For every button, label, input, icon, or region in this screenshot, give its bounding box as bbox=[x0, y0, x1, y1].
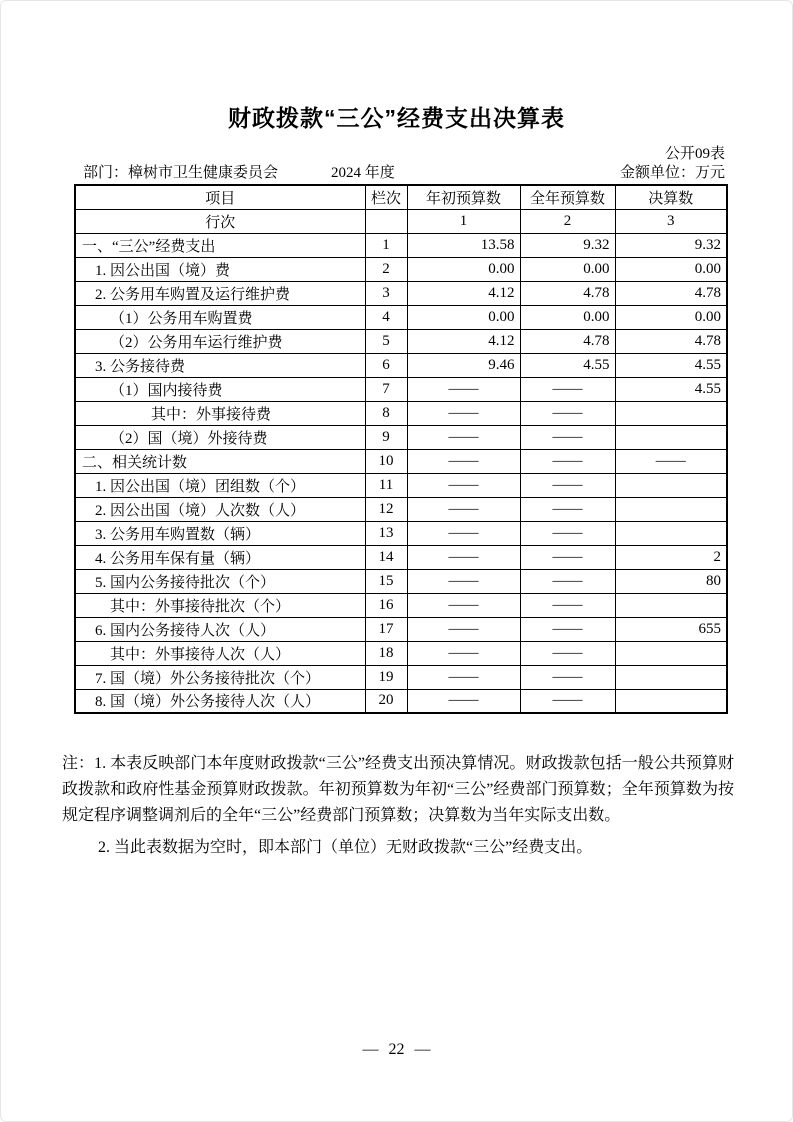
row-value-cell: 9.32 bbox=[615, 233, 727, 257]
row-line-number: 6 bbox=[365, 353, 407, 377]
row-value-cell: —— bbox=[407, 425, 520, 449]
row-value-cell: 80 bbox=[615, 569, 727, 593]
page-number: — 22 — bbox=[362, 1041, 431, 1058]
col-header-annual-budget: 全年预算数 bbox=[520, 185, 615, 209]
row-value-cell: —— bbox=[520, 593, 615, 617]
row-line-number: 17 bbox=[365, 617, 407, 641]
row-item-label: 5. 国内公务接待批次（个） bbox=[75, 569, 365, 593]
row-line-number: 10 bbox=[365, 449, 407, 473]
col-header-item: 项目 bbox=[75, 185, 365, 209]
unit-label: 金额单位：万元 bbox=[619, 165, 725, 181]
row-value-cell: —— bbox=[520, 545, 615, 569]
row-item-label: 3. 公务接待费 bbox=[75, 353, 365, 377]
col-header-initial-budget: 年初预算数 bbox=[407, 185, 520, 209]
row-item-label: （2）公务用车运行维护费 bbox=[75, 329, 365, 353]
row-value-cell: —— bbox=[520, 641, 615, 665]
col-header-line: 栏次 bbox=[365, 185, 407, 209]
row-value-cell: —— bbox=[520, 521, 615, 545]
row-value-cell: —— bbox=[520, 569, 615, 593]
row-line-number: 1 bbox=[365, 233, 407, 257]
row-item-label: （1）公务用车购置费 bbox=[75, 305, 365, 329]
row-value-cell: 0.00 bbox=[615, 305, 727, 329]
row-line-number: 5 bbox=[365, 329, 407, 353]
row-value-cell: —— bbox=[520, 665, 615, 689]
row-value-cell bbox=[615, 521, 727, 545]
row-line-number: 14 bbox=[365, 545, 407, 569]
expense-table bbox=[74, 184, 728, 714]
row-value-cell: 4.78 bbox=[520, 281, 615, 305]
line-number-row bbox=[75, 209, 727, 233]
row-value-cell: 9.46 bbox=[407, 353, 520, 377]
table-row bbox=[75, 473, 727, 497]
row-value-cell: 0.00 bbox=[407, 305, 520, 329]
row-item-label: 4. 公务用车保有量（辆） bbox=[75, 545, 365, 569]
col-header-final-accounts: 决算数 bbox=[615, 185, 727, 209]
row-line-number: 16 bbox=[365, 593, 407, 617]
row-value-cell: 4.55 bbox=[615, 353, 727, 377]
row-value-cell: 0.00 bbox=[520, 257, 615, 281]
row-value-cell: —— bbox=[520, 617, 615, 641]
row-value-cell: —— bbox=[520, 689, 615, 713]
row-line-number: 12 bbox=[365, 497, 407, 521]
row-line-number: 13 bbox=[365, 521, 407, 545]
row-item-label: 7. 国（境）外公务接待批次（个） bbox=[75, 665, 365, 689]
table-row bbox=[75, 617, 727, 641]
table-row bbox=[75, 593, 727, 617]
row-value-cell bbox=[615, 401, 727, 425]
row-value-cell: —— bbox=[407, 689, 520, 713]
line-row-blank bbox=[365, 209, 407, 233]
row-item-label: 8. 国（境）外公务接待人次（人） bbox=[75, 689, 365, 713]
row-item-label: 二、相关统计数 bbox=[75, 449, 365, 473]
row-item-label: 2. 公务用车购置及运行维护费 bbox=[75, 281, 365, 305]
line-row-col3: 3 bbox=[615, 209, 727, 233]
table-row bbox=[75, 689, 727, 713]
row-item-label: 其中：外事接待批次（个） bbox=[75, 593, 365, 617]
row-value-cell: 0.00 bbox=[520, 305, 615, 329]
row-value-cell: —— bbox=[615, 449, 727, 473]
row-value-cell: —— bbox=[407, 497, 520, 521]
row-item-label: 3. 公务用车购置数（辆） bbox=[75, 521, 365, 545]
row-item-label: 1. 因公出国（境）团组数（个） bbox=[75, 473, 365, 497]
note-1: 注：1. 本表反映部门本年度财政拨款“三公”经费支出预决算情况。财政拨款包括一般公共预算财政拨款和政府性基金预算财政拨款。年初预算数为年初“三公”经费部门预算数；全年预算数为按规定程序调整调剂后的全年“三公”经费部门预算数；决算数为当年实际支出数。 bbox=[62, 755, 734, 824]
row-value-cell: 4.55 bbox=[520, 353, 615, 377]
row-value-cell: 2 bbox=[615, 545, 727, 569]
line-row-col1: 1 bbox=[407, 209, 520, 233]
table-row bbox=[75, 449, 727, 473]
table-row bbox=[75, 329, 727, 353]
row-value-cell: —— bbox=[407, 545, 520, 569]
row-value-cell bbox=[615, 473, 727, 497]
table-header-row bbox=[75, 185, 727, 209]
line-row-col2: 2 bbox=[520, 209, 615, 233]
table-row bbox=[75, 569, 727, 593]
line-row-label: 行次 bbox=[75, 209, 365, 233]
row-value-cell: 4.12 bbox=[407, 329, 520, 353]
row-value-cell: 0.00 bbox=[407, 257, 520, 281]
table-row bbox=[75, 497, 727, 521]
page-title: 财政拨款“三公”经费支出决算表 bbox=[228, 105, 565, 131]
row-line-number: 15 bbox=[365, 569, 407, 593]
row-value-cell: —— bbox=[407, 401, 520, 425]
table-row bbox=[75, 281, 727, 305]
row-value-cell: —— bbox=[407, 641, 520, 665]
row-value-cell: —— bbox=[520, 473, 615, 497]
row-value-cell: —— bbox=[520, 449, 615, 473]
row-item-label: （2）国（境）外接待费 bbox=[75, 425, 365, 449]
row-value-cell: 4.78 bbox=[520, 329, 615, 353]
row-value-cell: —— bbox=[407, 473, 520, 497]
row-value-cell: —— bbox=[407, 665, 520, 689]
table-row bbox=[75, 353, 727, 377]
table-row bbox=[75, 305, 727, 329]
row-item-label: 6. 国内公务接待人次（人） bbox=[75, 617, 365, 641]
row-line-number: 8 bbox=[365, 401, 407, 425]
row-line-number: 9 bbox=[365, 425, 407, 449]
row-line-number: 18 bbox=[365, 641, 407, 665]
row-value-cell: —— bbox=[520, 377, 615, 401]
row-value-cell: —— bbox=[407, 521, 520, 545]
department-label: 部门：樟树市卫生健康委员会 bbox=[83, 165, 279, 181]
row-value-cell: —— bbox=[520, 497, 615, 521]
row-item-label: 其中：外事接待费 bbox=[75, 401, 365, 425]
row-value-cell: —— bbox=[407, 617, 520, 641]
row-line-number: 7 bbox=[365, 377, 407, 401]
row-value-cell: 4.12 bbox=[407, 281, 520, 305]
row-item-label: 其中：外事接待人次（人） bbox=[75, 641, 365, 665]
row-value-cell bbox=[615, 593, 727, 617]
table-row bbox=[75, 401, 727, 425]
row-value-cell bbox=[615, 689, 727, 713]
table-body bbox=[75, 233, 727, 713]
row-line-number: 20 bbox=[365, 689, 407, 713]
note-2: 2. 当此表数据为空时，即本部门（单位）无财政拨款“三公”经费支出。 bbox=[98, 839, 593, 856]
notes-block bbox=[62, 751, 734, 861]
row-value-cell: 4.55 bbox=[615, 377, 727, 401]
row-value-cell bbox=[615, 641, 727, 665]
row-item-label: 2. 因公出国（境）人次数（人） bbox=[75, 497, 365, 521]
row-value-cell: 655 bbox=[615, 617, 727, 641]
row-value-cell: —— bbox=[407, 377, 520, 401]
row-value-cell: —— bbox=[520, 425, 615, 449]
table-row bbox=[75, 377, 727, 401]
row-line-number: 19 bbox=[365, 665, 407, 689]
table-row bbox=[75, 665, 727, 689]
row-line-number: 3 bbox=[365, 281, 407, 305]
table-row bbox=[75, 425, 727, 449]
table-row bbox=[75, 641, 727, 665]
row-value-cell: —— bbox=[407, 593, 520, 617]
table-row bbox=[75, 233, 727, 257]
row-value-cell bbox=[615, 497, 727, 521]
table-row bbox=[75, 545, 727, 569]
row-item-label: 一、“三公”经费支出 bbox=[75, 233, 365, 257]
row-value-cell: —— bbox=[520, 401, 615, 425]
row-value-cell: 9.32 bbox=[520, 233, 615, 257]
row-line-number: 4 bbox=[365, 305, 407, 329]
row-value-cell: 13.58 bbox=[407, 233, 520, 257]
row-line-number: 2 bbox=[365, 257, 407, 281]
row-value-cell: 4.78 bbox=[615, 281, 727, 305]
row-line-number: 11 bbox=[365, 473, 407, 497]
year-label: 2024 年度 bbox=[331, 165, 395, 181]
row-item-label: （1）国内接待费 bbox=[75, 377, 365, 401]
table-row bbox=[75, 521, 727, 545]
meta-row bbox=[83, 161, 725, 181]
row-value-cell bbox=[615, 425, 727, 449]
row-item-label: 1. 因公出国（境）费 bbox=[75, 257, 365, 281]
row-value-cell: —— bbox=[407, 569, 520, 593]
row-value-cell bbox=[615, 665, 727, 689]
table-row bbox=[75, 257, 727, 281]
form-code-label: 公开09表 bbox=[664, 146, 725, 162]
row-value-cell: —— bbox=[407, 449, 520, 473]
row-value-cell: 0.00 bbox=[615, 257, 727, 281]
row-value-cell: 4.78 bbox=[615, 329, 727, 353]
